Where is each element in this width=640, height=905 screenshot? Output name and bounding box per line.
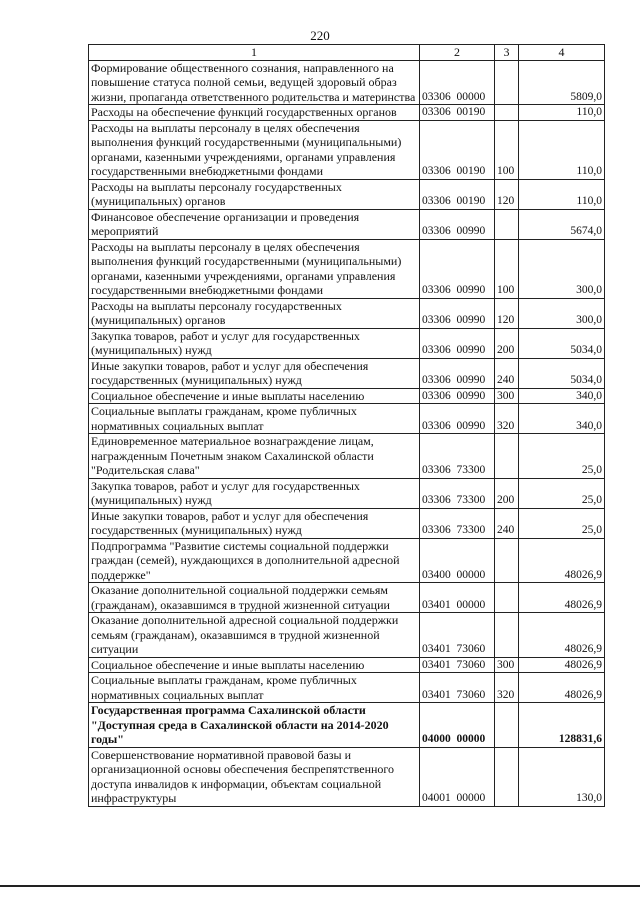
- row-amount: 25,0: [519, 434, 605, 479]
- row-code: 03306 00190: [420, 179, 495, 209]
- row-type: 320: [495, 404, 519, 434]
- row-amount: 130,0: [519, 747, 605, 806]
- table-row: [89, 703, 605, 748]
- table-row: [89, 328, 605, 358]
- row-code: 03401 73060: [420, 657, 495, 673]
- row-type: 200: [495, 478, 519, 508]
- row-amount: 48026,9: [519, 657, 605, 673]
- row-name: Социальное обеспечение и иные выплаты населению: [89, 388, 420, 404]
- row-code: 03400 00000: [420, 538, 495, 583]
- row-amount: 48026,9: [519, 673, 605, 703]
- page-bottom-rule: [0, 885, 640, 887]
- row-code: 03306 00990: [420, 388, 495, 404]
- budget-table: [88, 44, 605, 807]
- row-amount: 5674,0: [519, 209, 605, 239]
- row-name: Расходы на выплаты персоналу государственных (муниципальных) органов: [89, 179, 420, 209]
- row-code: 03306 00990: [420, 328, 495, 358]
- row-type: [495, 60, 519, 105]
- row-type: 120: [495, 179, 519, 209]
- row-code: 03401 73060: [420, 613, 495, 658]
- row-type: 300: [495, 388, 519, 404]
- row-amount: 25,0: [519, 478, 605, 508]
- row-name: Расходы на выплаты персоналу государственных (муниципальных) органов: [89, 298, 420, 328]
- row-amount: 48026,9: [519, 538, 605, 583]
- row-name: Финансовое обеспечение организации и проведения мероприятий: [89, 209, 420, 239]
- row-amount: 110,0: [519, 105, 605, 121]
- page-number: 220: [310, 28, 330, 43]
- row-code: 03306 00190: [420, 105, 495, 121]
- row-name: Социальные выплаты гражданам, кроме публичных нормативных социальных выплат: [89, 404, 420, 434]
- table-row: [89, 404, 605, 434]
- row-code: 03306 73300: [420, 434, 495, 479]
- row-amount: 25,0: [519, 508, 605, 538]
- row-name: Иные закупки товаров, работ и услуг для обеспечения государственных (муниципальных) нужд: [89, 358, 420, 388]
- header-col-1: 1: [89, 45, 420, 61]
- row-type: 320: [495, 673, 519, 703]
- row-name: Социальные выплаты гражданам, кроме публичных нормативных социальных выплат: [89, 673, 420, 703]
- row-amount: 48026,9: [519, 583, 605, 613]
- table-row: [89, 105, 605, 121]
- row-type: 200: [495, 328, 519, 358]
- row-code: 03306 73300: [420, 508, 495, 538]
- row-code: 03306 00190: [420, 120, 495, 179]
- row-code: 04000 00000: [420, 703, 495, 748]
- row-code: 03401 00000: [420, 583, 495, 613]
- row-amount: 300,0: [519, 298, 605, 328]
- row-amount: 340,0: [519, 388, 605, 404]
- row-type: 300: [495, 657, 519, 673]
- row-code: 03401 73060: [420, 673, 495, 703]
- table-row: [89, 478, 605, 508]
- row-amount: 5034,0: [519, 328, 605, 358]
- table-row: [89, 673, 605, 703]
- row-code: 03306 00990: [420, 298, 495, 328]
- row-name: Иные закупки товаров, работ и услуг для обеспечения государственных (муниципальных) нужд: [89, 508, 420, 538]
- row-name: Расходы на выплаты персоналу в целях обеспечения выполнения функций государственными (муниципальными) органами, казенными учреждениями, органами управления государственными внебюджетными фондами: [89, 120, 420, 179]
- table-row: [89, 209, 605, 239]
- header-col-4: 4: [519, 45, 605, 61]
- row-amount: 5809,0: [519, 60, 605, 105]
- row-type: [495, 434, 519, 479]
- row-amount: 340,0: [519, 404, 605, 434]
- row-amount: 48026,9: [519, 613, 605, 658]
- row-code: 03306 73300: [420, 478, 495, 508]
- row-name: Подпрограмма "Развитие системы социальной поддержки граждан (семей), нуждающихся в дополнительной адресной поддержке": [89, 538, 420, 583]
- row-code: 03306 00990: [420, 404, 495, 434]
- table-row: [89, 388, 605, 404]
- row-name: Расходы на выплаты персоналу в целях обеспечения выполнения функций государственными (муниципальными) органами, казенными учреждениями, органами управления государственными внебюджетными фондами: [89, 239, 420, 298]
- table-row: [89, 239, 605, 298]
- row-type: 120: [495, 298, 519, 328]
- table-row: [89, 583, 605, 613]
- header-col-2: 2: [420, 45, 495, 61]
- header-col-3: 3: [495, 45, 519, 61]
- row-code: 03306 00990: [420, 239, 495, 298]
- row-name: Оказание дополнительной адресной социальной поддержки семьям (гражданам), оказавшимся в трудной жизненной ситуации: [89, 613, 420, 658]
- row-type: [495, 105, 519, 121]
- row-name: Единовременное материальное вознаграждение лицам, награжденным Почетным знаком Сахалинской области "Родительская слава": [89, 434, 420, 479]
- table-row: [89, 613, 605, 658]
- row-name: Расходы на обеспечение функций государственных органов: [89, 105, 420, 121]
- header-row: [89, 45, 605, 61]
- table-row: [89, 434, 605, 479]
- row-name: Оказание дополнительной социальной поддержки семьям (гражданам), оказавшимся в трудной жизненной ситуации: [89, 583, 420, 613]
- table-row: [89, 298, 605, 328]
- row-name: Совершенствование нормативной правовой базы и организационной основы обеспечения беспрепятственного доступа инвалидов к информации, объектам социальной инфраструктуры: [89, 747, 420, 806]
- row-type: [495, 703, 519, 748]
- table-row: [89, 538, 605, 583]
- row-amount: 110,0: [519, 120, 605, 179]
- row-type: [495, 209, 519, 239]
- row-amount: 110,0: [519, 179, 605, 209]
- row-amount: 300,0: [519, 239, 605, 298]
- table-row: [89, 60, 605, 105]
- row-type: [495, 538, 519, 583]
- table-row: [89, 508, 605, 538]
- row-type: 240: [495, 508, 519, 538]
- table-row: [89, 120, 605, 179]
- row-name: Государственная программа Сахалинской области "Доступная среда в Сахалинской области на 2014-2020 годы": [89, 703, 420, 748]
- table-row: [89, 657, 605, 673]
- row-name: Формирование общественного сознания, направленного на повышение статуса полной семьи, ведущей здоровый образ жизни, пропаганда ответственного родительства и материнства: [89, 60, 420, 105]
- row-type: 240: [495, 358, 519, 388]
- row-type: 100: [495, 120, 519, 179]
- table-row: [89, 747, 605, 806]
- row-name: Закупка товаров, работ и услуг для государственных (муниципальных) нужд: [89, 478, 420, 508]
- row-code: 03306 00000: [420, 60, 495, 105]
- row-type: [495, 583, 519, 613]
- row-code: 04001 00000: [420, 747, 495, 806]
- row-amount: 128831,6: [519, 703, 605, 748]
- row-type: [495, 747, 519, 806]
- row-name: Социальное обеспечение и иные выплаты населению: [89, 657, 420, 673]
- row-code: 03306 00990: [420, 358, 495, 388]
- row-type: [495, 613, 519, 658]
- row-amount: 5034,0: [519, 358, 605, 388]
- table-row: [89, 179, 605, 209]
- row-name: Закупка товаров, работ и услуг для государственных (муниципальных) нужд: [89, 328, 420, 358]
- row-code: 03306 00990: [420, 209, 495, 239]
- row-type: 100: [495, 239, 519, 298]
- table-row: [89, 358, 605, 388]
